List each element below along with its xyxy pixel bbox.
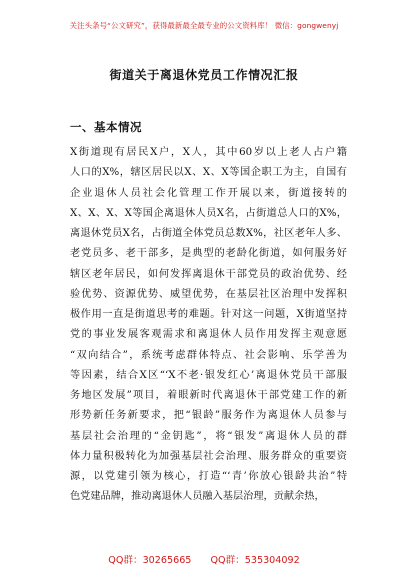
paragraph-line: 离退休党员X名，占街道全体党员总数X%，社区老年人多、 [70,228,347,239]
document-title: 街道关于离退休党员工作情况汇报 [109,68,299,82]
paragraph-line: 基层社会治理的“金钥匙”，将“银发”离退休人员的群 [70,430,347,442]
qq-group-1: QQ群：30265665 [108,555,192,566]
paragraph-line: 老党员多、老干部多，是典型的老龄化街道，如何服务好 [70,248,347,260]
section-heading: 一、基本情况 [70,120,142,134]
paragraph-line: 色党建品牌，推动离退休人员融入基层治理，贡献余热， [70,491,325,503]
paragraph-line: 务地区发展”项目，着眼新时代离退休干部党建工作的新 [70,390,347,401]
paragraph-line: 党的事业发展客观需求和离退休人员作用发挥主观意愿 [70,329,347,341]
paragraph-line: 人口的X%，辖区居民以X、X、X等国企职工为主，自国有 [70,167,347,179]
paragraph-line: 等因素，结合X区“‘X不老·银发红心’离退休党员干部服 [70,369,347,381]
promo-banner: 关注头条号“公文研究”，获得最新最全最专业的公文资料库！ 微信：gongwenyj [69,21,339,30]
paragraph-line: 体力量积极转化为加强基层社会治理、服务群众的重要资 [70,450,347,462]
body-paragraph [70,143,347,508]
paragraph-line: X街道现有居民X户，X人，其中60岁以上老人占户籍 [70,147,347,158]
paragraph-line: X、X、X、X等国企离退休人员X名，占街道总人口的X%， [70,207,347,219]
paragraph-line: 源，以党建引领为核心，打造“‘青’你放心银龄共治”特 [70,471,347,482]
paragraph-line: 企业退休人员社会化管理工作开展以来，街道接转的 [70,187,347,199]
paragraph-line: 形势新任务新要求，把“银龄”服务作为离退休人员参与 [70,410,347,422]
paragraph-line: 辖区老年居民，如何发挥离退休干部党员的政治优势、经 [70,268,347,280]
paragraph-line: 极作用一直是街道思考的难题。针对这一问题，X街道坚持 [70,309,347,320]
paragraph-line: 验优势、资源优势、威望优势，在基层社区治理中发挥积 [70,288,347,300]
qq-group-2: QQ群：535304092 [210,555,300,566]
paragraph-line: “双向结合”，系统考虑群体特点、社会影响、乐学善为 [70,349,347,361]
footer-contacts [0,552,408,566]
